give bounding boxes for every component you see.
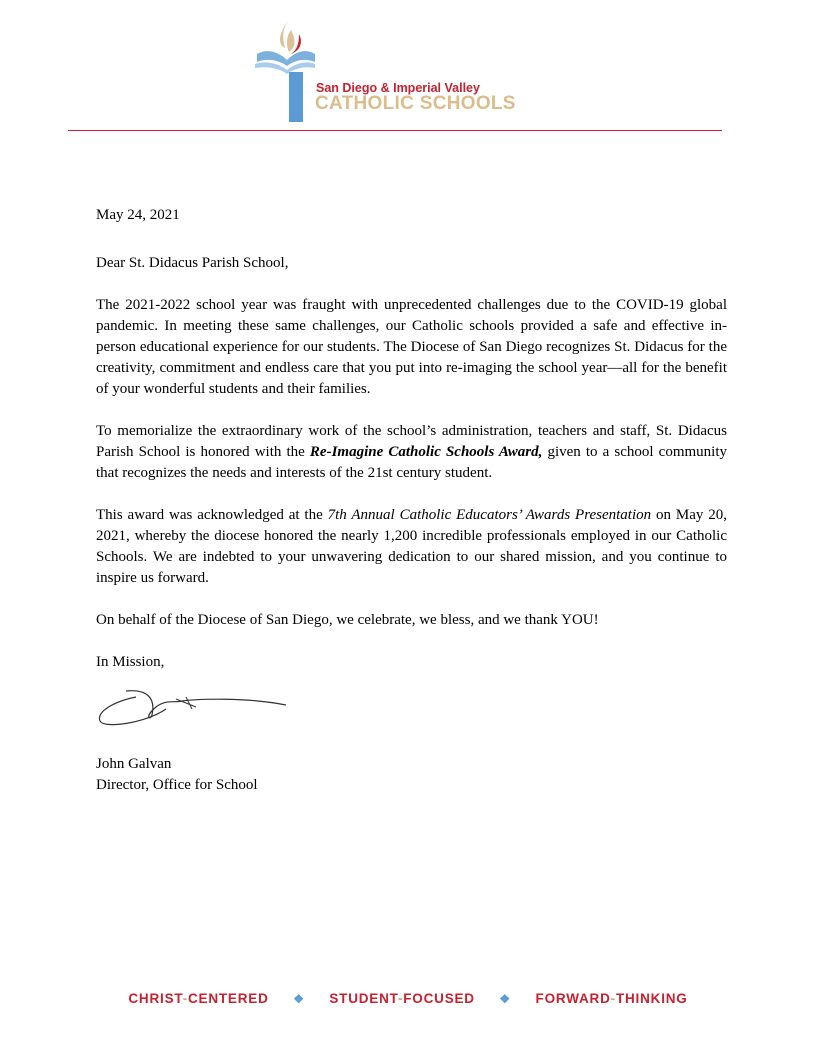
letter-body: [96, 205, 727, 796]
closing: In Mission,: [96, 654, 165, 670]
letter-date: May 24, 2021: [96, 207, 180, 223]
signature-icon: [96, 679, 296, 739]
paragraph-3: [96, 505, 727, 589]
text: To memorialize the extraordinary work of the school’s administration, teachers and staff, St. Didacus Parish School is honored with the: [96, 423, 727, 460]
text: -: [610, 991, 616, 1006]
diamond-icon: ❖: [293, 992, 305, 1006]
award-name: Re-Imagine Catholic Schools Award,: [309, 444, 543, 460]
text: CHRIST: [128, 991, 183, 1006]
catholic-schools-logo-icon: [255, 18, 315, 123]
event-name: 7th Annual Catholic Educators’ Awards Presentation: [327, 507, 652, 523]
header-divider: [68, 130, 722, 131]
text: -: [182, 991, 188, 1006]
diamond-icon: ❖: [499, 992, 511, 1006]
logo-title: CATHOLIC SCHOOLS: [315, 93, 516, 114]
text: given to a school community that recognizes the needs and interests of the 21st century student.: [96, 444, 727, 481]
footer-tagline: [0, 991, 816, 1006]
text: THINKING: [615, 991, 688, 1006]
paragraph-1: The 2021-2022 school year was fraught with unprecedented challenges due to the COVID-19 global pandemic. In meeting these same challenges, our Catholic schools provided a safe and effective in-person educational experience for our students. The Diocese of San Diego recognizes St. Didacus for the creativity, commitment and endless care that you put into re-imaging the school year—all for the benefit of your wonderful students and their families.: [96, 297, 727, 397]
text: CENTERED: [187, 991, 269, 1006]
text: FOCUSED: [403, 991, 475, 1006]
paragraph-2: [96, 421, 727, 484]
salutation: Dear St. Didacus Parish School,: [96, 255, 289, 271]
paragraph-4: On behalf of the Diocese of San Diego, we celebrate, we bless, and we thank YOU!: [96, 612, 599, 628]
text: This award was acknowledged at the: [96, 507, 328, 523]
signer-title: Director, Office for School: [96, 777, 258, 793]
text: on May 20, 2021, whereby the diocese honored the nearly 1,200 incredible professionals employed in our Catholic Schools. We are indebted to your unwavering dedication to our shared mission, and you continue to inspire us forward.: [96, 507, 727, 586]
text: -: [397, 991, 404, 1006]
text: FORWARD: [535, 991, 611, 1006]
signer-name: John Galvan: [96, 756, 172, 772]
text: STUDENT: [329, 991, 398, 1006]
logo-subtitle: San Diego & Imperial Valley: [316, 81, 480, 95]
